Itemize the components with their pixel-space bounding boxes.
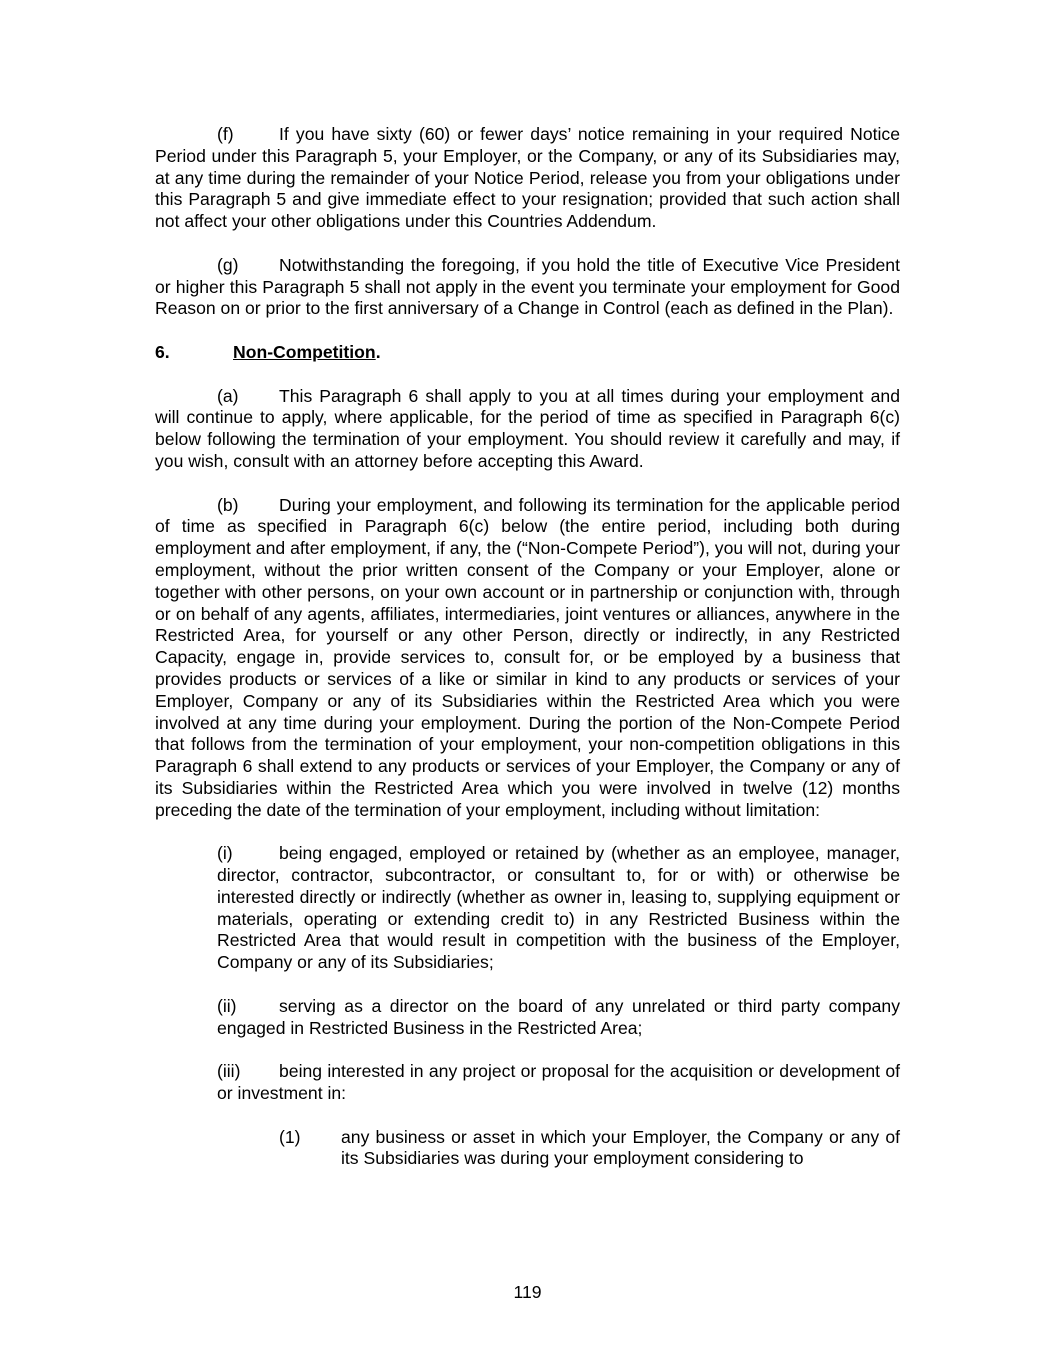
- paragraph-label: (g): [217, 254, 239, 275]
- section-heading: [155, 342, 900, 364]
- subclause-text: any business or asset in which your Employer, the Company or any of its Subsidiaries was during your employment considering to: [341, 1126, 900, 1169]
- section-title: Non-Competition: [233, 341, 376, 362]
- paragraph-text: If you have sixty (60) or fewer days’ notice remaining in your required Notice Period under this Paragraph 5, your Employer, or the Company, or any of its Subsidiaries may, at any time during the remainder of your Notice Period, release you from your obligations under this Paragraph 5 and give immediate effect to your resignation; provided that such action shall not affect your other obligations under this Countries Addendum.: [155, 124, 900, 232]
- paragraph-text: During your employment, and following its termination for the applicable period of time as specified in Paragraph 6(c) below (the entire period, including both during employment and after employment, if any, the (“Non-Compete Period”), you will not, during your employment, without the prior written consent of the Company or your Employer, alone or together with other persons, on your own account or in partnership or conjunction with, through or on behalf of any agents, affiliates, intermediaries, joint ventures or alliances, anywhere in the Restricted Area, for yourself or any other Person, directly or indirectly, in any Restricted Capacity, engage in, provide services to, consult for, or be employed by a business that provides products or services of a like or similar in kind to any products or services of your Employer, Company or any of its Subsidiaries within the Restricted Area which you were involved at any time during your employment. During the portion of the Non-Compete Period that follows from the termination of your employment, your non-competition obligations in this Paragraph 6 shall extend to any products or services of your Employer, the Company or any of its Subsidiaries within the Restricted Area which you were involved in twelve (12) months preceding the date of the termination of your employment, including without limitation:: [155, 494, 900, 820]
- clause-ii: [217, 996, 900, 1040]
- clause-iii: [217, 1061, 900, 1105]
- paragraph-f: [155, 124, 900, 233]
- paragraph-text: This Paragraph 6 shall apply to you at all times during your employment and will continue to apply, where applicable, for the period of time as specified in Paragraph 6(c) below following the termination of your employment. You should review it carefully and may, if you wish, consult with an attorney before accepting this Award.: [155, 385, 900, 471]
- document-page: [155, 124, 900, 1170]
- clause-label: (i): [217, 843, 233, 864]
- clause-text: serving as a director on the board of any unrelated or third party company engaged in Restricted Business in the Restricted Area;: [217, 995, 900, 1038]
- paragraph-label: (a): [217, 385, 239, 406]
- paragraph-text: Notwithstanding the foregoing, if you hold the title of Executive Vice President or higher this Paragraph 5 shall not apply in the event you terminate your employment for Good Reason on or prior to the first anniversary of a Change in Control (each as defined in the Plan).: [155, 254, 900, 319]
- subclause-label: (1): [279, 1126, 301, 1147]
- section-number: 6.: [155, 341, 170, 362]
- clause-text: being engaged, employed or retained by (whether as an employee, manager, director, contractor, subcontractor, or consultant to, for or with) or otherwise be interested directly or indirectly (whether as owner in, leasing to, supplying equipment or materials, operating or extending credit to) in any Restricted Business within the Restricted Area that would result in competition with the business of the Employer, Company or any of its Subsidiaries;: [217, 843, 900, 973]
- paragraph-6a: [155, 386, 900, 473]
- paragraph-label: (f): [217, 124, 234, 144]
- clause-text: being interested in any project or proposal for the acquisition or development of or investment in:: [217, 1061, 900, 1104]
- page-number: 119: [513, 1282, 542, 1302]
- paragraph-g: [155, 255, 900, 320]
- subclause-1: [279, 1127, 900, 1171]
- section-title-period: .: [375, 341, 381, 362]
- paragraph-6b: [155, 495, 900, 822]
- clause-label: (ii): [217, 995, 237, 1016]
- clause-label: (iii): [217, 1061, 241, 1082]
- paragraph-label: (b): [217, 494, 239, 515]
- clause-i: [217, 843, 900, 974]
